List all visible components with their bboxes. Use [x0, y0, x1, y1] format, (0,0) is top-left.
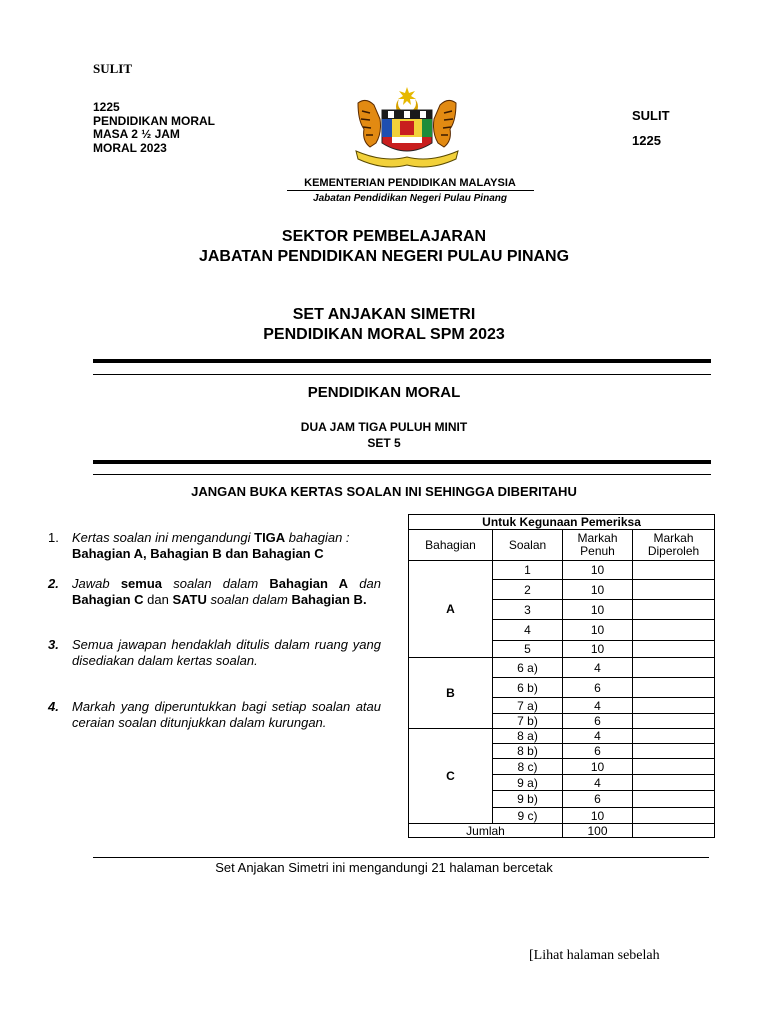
subject-heading: PENDIDIKAN MORAL: [307, 384, 461, 401]
full-marks: 6: [563, 791, 633, 808]
thick-rule: [93, 460, 711, 464]
question-number: 9 b): [493, 791, 563, 808]
marks-obtained[interactable]: [633, 641, 715, 658]
full-marks: 4: [563, 775, 633, 791]
question-number: 5: [493, 641, 563, 658]
marks-obtained[interactable]: [633, 759, 715, 775]
question-number: 4: [493, 620, 563, 641]
paper-code: 1225: [93, 100, 120, 114]
paper-year: MORAL 2023: [93, 140, 167, 155]
col-soalan: Soalan: [493, 530, 563, 561]
marks-obtained[interactable]: [633, 808, 715, 824]
instruction-3: 3. Semua jawapan hendaklah ditulis dalam ruang yang disediakan dalam kertas soalan.: [48, 637, 381, 668]
thin-rule: [93, 374, 711, 375]
full-marks: 10: [563, 561, 633, 580]
section-label: C: [409, 729, 493, 824]
sulit-right-label: SULIT: [632, 108, 670, 123]
crest-divider: [287, 190, 534, 191]
full-marks: 6: [563, 744, 633, 759]
header-info: [93, 101, 215, 155]
section-label: A: [409, 561, 493, 658]
full-marks: 4: [563, 698, 633, 714]
col-markah-diperoleh: Markah Diperoleh: [633, 530, 715, 561]
examiner-table: [408, 514, 715, 838]
total-label: Jumlah: [409, 824, 563, 838]
marks-obtained[interactable]: [633, 791, 715, 808]
instruction-4: 4. Markah yang diperuntukkan bagi setiap soalan atau ceraian soalan ditunjukkan dalam kurungan.: [48, 699, 381, 730]
instruction-1: 1. Kertas soalan ini mengandungi TIGA bahagian : Bahagian A, Bahagian B dan Bahagian C: [48, 530, 350, 561]
marks-obtained[interactable]: [633, 678, 715, 698]
thick-rule: [93, 359, 711, 363]
full-marks: 4: [563, 729, 633, 744]
marks-obtained[interactable]: [633, 600, 715, 620]
question-number: 9 a): [493, 775, 563, 791]
jabatan-title: JABATAN PENDIDIKAN NEGERI PULAU PINANG: [198, 248, 570, 265]
col-markah-penuh: Markah Penuh: [563, 530, 633, 561]
marks-obtained[interactable]: [633, 744, 715, 759]
ministry-name: KEMENTERIAN PENDIDIKAN MALAYSIA: [304, 177, 516, 189]
full-marks: 6: [563, 714, 633, 729]
marks-obtained[interactable]: [633, 698, 715, 714]
coat-of-arms-icon: [344, 85, 470, 173]
next-page-note: [Lihat halaman sebelah: [529, 948, 660, 963]
sulit-label: SULIT: [93, 61, 133, 76]
question-number: 6 b): [493, 678, 563, 698]
full-marks: 10: [563, 580, 633, 600]
table-title: Untuk Kegunaan Pemeriksa: [409, 515, 715, 530]
subject-name: PENDIDIKAN MORAL: [93, 113, 215, 128]
question-number: 2: [493, 580, 563, 600]
time-allowed: DUA JAM TIGA PULUH MINIT: [300, 420, 468, 434]
footer-rule: [93, 857, 709, 858]
sector-title: SEKTOR PEMBELAJARAN: [281, 228, 487, 245]
full-marks: 6: [563, 678, 633, 698]
exam-title: PENDIDIKAN MORAL SPM 2023: [263, 326, 505, 343]
question-number: 1: [493, 561, 563, 580]
page-count-note: Set Anjakan Simetri ini mengandungi 21 halaman bercetak: [215, 860, 553, 875]
col-bahagian: Bahagian: [409, 530, 493, 561]
question-number: 8 c): [493, 759, 563, 775]
set-number: SET 5: [367, 436, 401, 450]
question-number: 7 b): [493, 714, 563, 729]
marks-obtained[interactable]: [633, 658, 715, 678]
question-number: 8 b): [493, 744, 563, 759]
coat-of-arms-logo: [344, 85, 470, 173]
marks-obtained[interactable]: [633, 714, 715, 729]
full-marks: 10: [563, 759, 633, 775]
full-marks: 4: [563, 658, 633, 678]
duration: MASA 2 ½ JAM: [93, 127, 180, 141]
total-obtained[interactable]: [633, 824, 715, 838]
marks-obtained[interactable]: [633, 729, 715, 744]
question-number: 6 a): [493, 658, 563, 678]
warning-text: JANGAN BUKA KERTAS SOALAN INI SEHINGGA DIBERITAHU: [191, 484, 577, 499]
question-number: 3: [493, 600, 563, 620]
section-label: B: [409, 658, 493, 729]
department-name: Jabatan Pendidikan Negeri Pulau Pinang: [313, 193, 507, 204]
paper-code-right: 1225: [632, 133, 661, 148]
question-number: 7 a): [493, 698, 563, 714]
thin-rule: [93, 474, 711, 475]
marks-obtained[interactable]: [633, 775, 715, 791]
total-marks: 100: [563, 824, 633, 838]
set-title: SET ANJAKAN SIMETRI: [292, 306, 476, 323]
full-marks: 10: [563, 600, 633, 620]
marks-obtained[interactable]: [633, 561, 715, 580]
question-number: 8 a): [493, 729, 563, 744]
marks-obtained[interactable]: [633, 580, 715, 600]
full-marks: 10: [563, 620, 633, 641]
instruction-2: 2. Jawab semua soalan dalam Bahagian A dan Bahagian C dan SATU soalan dalam Bahagian B.: [48, 576, 381, 607]
marks-obtained[interactable]: [633, 620, 715, 641]
full-marks: 10: [563, 808, 633, 824]
question-number: 9 c): [493, 808, 563, 824]
full-marks: 10: [563, 641, 633, 658]
